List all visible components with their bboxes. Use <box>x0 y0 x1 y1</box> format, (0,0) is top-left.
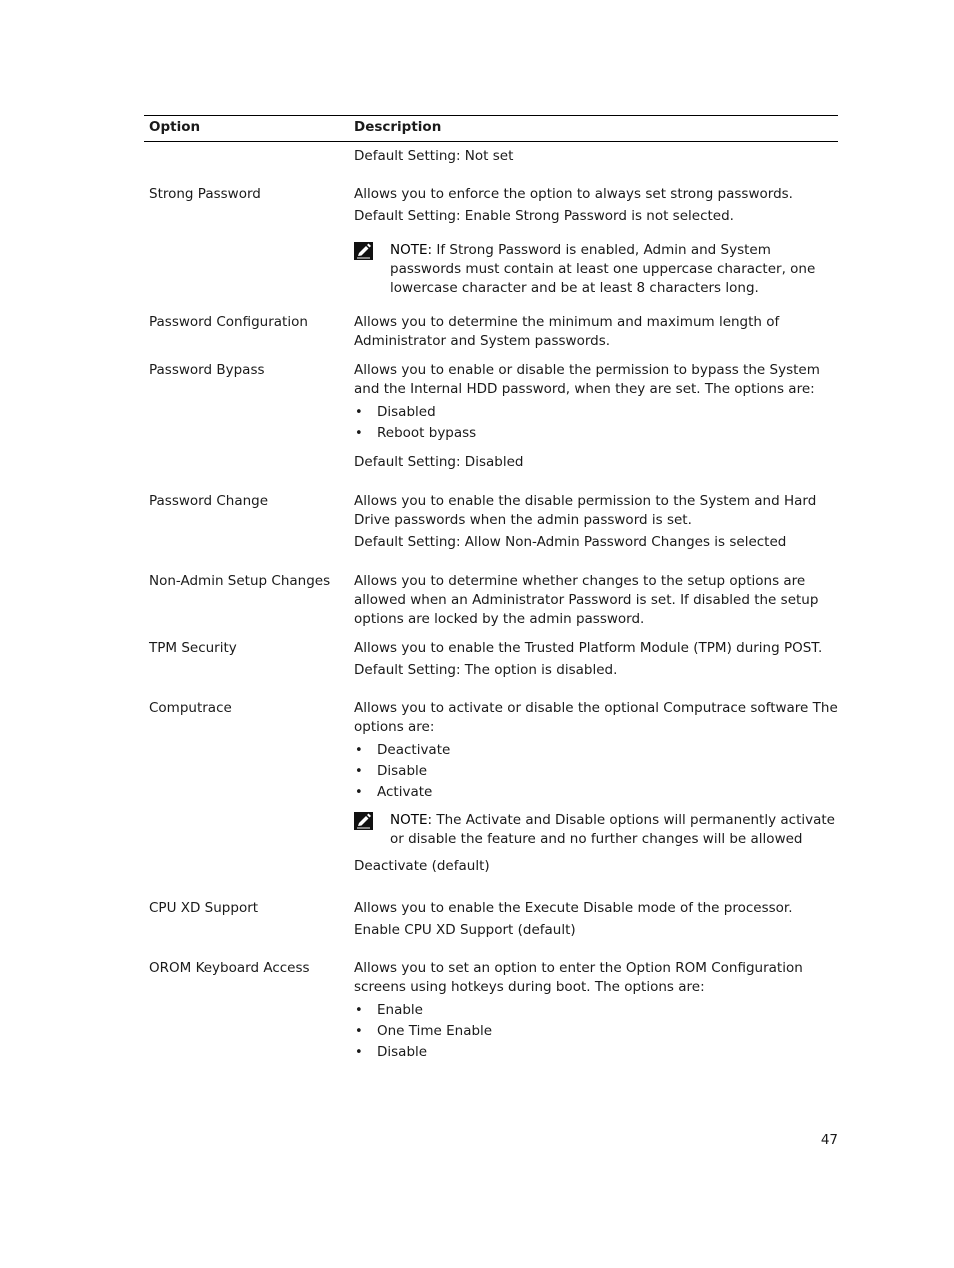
default-setting: Default Setting: Disabled <box>354 454 524 470</box>
pencil-note-icon <box>354 811 374 831</box>
description-paragraph: Allows you to enable the Execute Disable mode of the processor. <box>354 900 793 916</box>
note-text: If Strong Password is enabled, Admin and System passwords must contain at least one uppercase character, one lowercase character and be at least 8 characters long. <box>390 242 816 296</box>
option-description <box>354 313 838 351</box>
table-row <box>144 572 838 639</box>
list-item: • One Time Enable <box>354 1021 838 1042</box>
table-row <box>144 959 838 1069</box>
table-row <box>144 699 838 899</box>
pencil-note-icon <box>354 241 374 261</box>
list-item: • Enable <box>354 1000 838 1021</box>
table-row <box>144 639 838 699</box>
note-text: The Activate and Disable options will permanently activate or disable the feature and no further changes will be allowed <box>390 812 835 847</box>
list-item: • Disable <box>354 761 838 782</box>
description-paragraph: Allows you to enable or disable the permission to bypass the System and the Internal HDD password, when they are set. The options are: <box>354 362 820 397</box>
option-name: TPM Security <box>149 640 237 656</box>
list-item: • Disabled <box>354 402 838 423</box>
note-label: NOTE: <box>390 812 433 828</box>
option-description <box>354 185 838 298</box>
option-description <box>354 899 838 940</box>
page-number: 47 <box>820 1132 838 1148</box>
list-item: • Deactivate <box>354 740 838 761</box>
option-name: CPU XD Support <box>149 900 259 916</box>
note-block <box>354 811 842 849</box>
option-description <box>354 959 838 1063</box>
option-description <box>354 639 838 680</box>
description-paragraph: Allows you to determine whether changes to the setup options are allowed when an Administrator Password is set. If disabled the setup options are locked by the admin password. <box>354 573 819 627</box>
description-paragraph: Default Setting: Enable Strong Password is not selected. <box>354 208 734 224</box>
option-description <box>354 699 838 876</box>
option-name: Password Change <box>149 493 269 509</box>
description-paragraph: Allows you to determine the minimum and maximum length of Administrator and System passwords. <box>354 314 780 349</box>
list-item: • Disable <box>354 1042 838 1063</box>
option-name: Non-Admin Setup Changes <box>149 573 331 589</box>
table-header <box>144 116 838 142</box>
options-list <box>354 740 838 803</box>
option-name: OROM Keyboard Access <box>149 960 310 976</box>
option-name: Password Bypass <box>149 362 265 378</box>
description-paragraph: Allows you to activate or disable the optional Computrace software The options are: <box>354 700 838 735</box>
header-description: Description <box>354 119 442 135</box>
option-description <box>354 572 838 629</box>
list-item: • Reboot bypass <box>354 423 838 444</box>
description-paragraph: Default Setting: Not set <box>354 148 514 164</box>
note-block <box>354 241 838 298</box>
list-item: • Activate <box>354 782 838 803</box>
option-description <box>354 492 838 552</box>
description-paragraph: Enable CPU XD Support (default) <box>354 922 576 938</box>
option-name: Computrace <box>149 700 232 716</box>
option-description <box>354 361 838 472</box>
table-row <box>144 899 838 959</box>
settings-table <box>144 115 838 1069</box>
description-paragraph: Allows you to enforce the option to always set strong passwords. <box>354 186 793 202</box>
description-paragraph: Allows you to enable the Trusted Platform Module (TPM) during POST. <box>354 640 823 656</box>
table-row <box>144 492 838 572</box>
table-row <box>144 361 838 492</box>
options-list <box>354 402 838 444</box>
description-paragraph: Default Setting: The option is disabled. <box>354 662 618 678</box>
table-row <box>144 313 838 361</box>
note-label: NOTE: <box>390 242 433 258</box>
description-paragraph: Allows you to enable the disable permission to the System and Hard Drive passwords when the admin password is set. <box>354 493 817 528</box>
default-setting: Deactivate (default) <box>354 858 490 874</box>
options-list <box>354 1000 838 1063</box>
header-option: Option <box>149 119 201 135</box>
description-paragraph: Allows you to set an option to enter the Option ROM Configuration screens using hotkeys during boot. The options are: <box>354 960 803 995</box>
option-name: Password Configuration <box>149 314 308 330</box>
description-paragraph: Default Setting: Allow Non-Admin Password Changes is selected <box>354 534 787 550</box>
option-name: Strong Password <box>149 186 261 202</box>
option-description <box>354 147 838 166</box>
table-row <box>144 185 838 313</box>
table-row <box>144 142 838 185</box>
